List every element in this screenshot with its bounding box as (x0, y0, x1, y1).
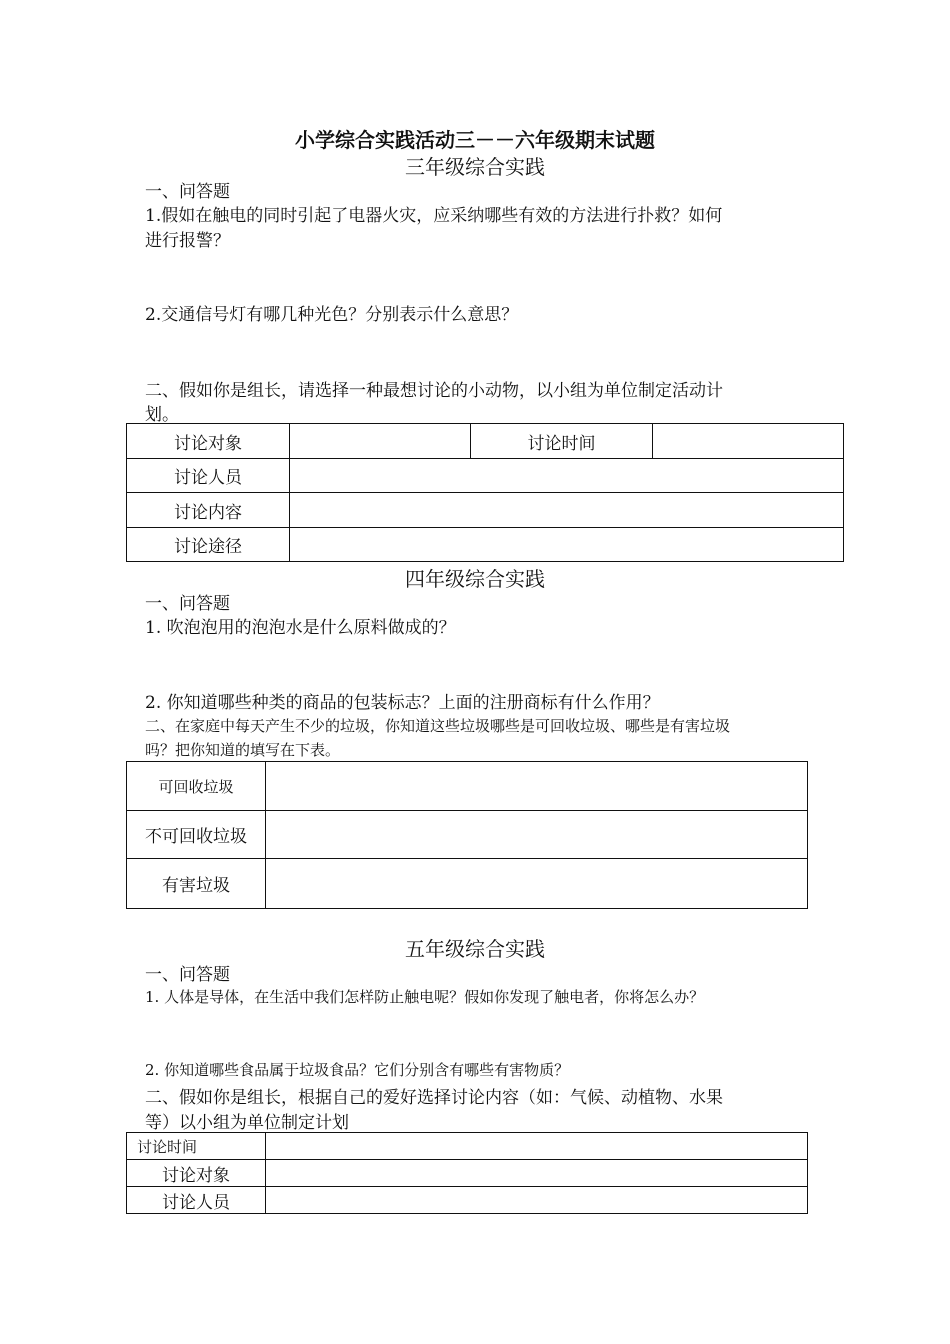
grade3-plan-table (126, 423, 844, 562)
grade4-heading: 四年级综合实践 (405, 567, 545, 591)
table-row (127, 1160, 808, 1187)
grade3-question-1-line1: 1.假如在触电的同时引起了电器火灾，应采纳哪些有效的方法进行扑救？如何 (145, 206, 723, 226)
table-row (127, 859, 808, 909)
page-title: 小学综合实践活动三－－六年级期末试题 (295, 128, 655, 152)
grade4-garbage-table (126, 761, 808, 909)
grade4-part2-line1: 二、在家庭中每天产生不少的垃圾，你知道这些垃圾哪些是可回收垃圾、哪些是有害垃圾 (145, 717, 731, 735)
grade5-question-2: 2. 你知道哪些食品属于垃圾食品？它们分别含有哪些有害物质？ (145, 1061, 570, 1079)
table-cell-answer[interactable] (290, 528, 844, 562)
grade3-question-1-line2: 进行报警？ (145, 231, 230, 251)
table-cell-label: 讨论对象 (127, 424, 290, 459)
table-cell-answer[interactable] (290, 493, 844, 528)
table-cell-answer[interactable] (266, 859, 808, 909)
grade4-part1-label: 一、问答题 (145, 594, 230, 614)
grade5-question-1: 1. 人体是导体，在生活中我们怎样防止触电呢？假如你发现了触电者，你将怎么办？ (145, 988, 705, 1006)
grade3-question-2: 2.交通信号灯有哪几种光色？分别表示什么意思？ (145, 305, 519, 325)
table-row (127, 1187, 808, 1214)
grade4-question-1: 1. 吹泡泡用的泡泡水是什么原料做成的？ (145, 618, 456, 638)
grade5-plan-table (126, 1132, 808, 1214)
table-cell-answer[interactable] (266, 762, 808, 811)
table-cell-answer[interactable] (290, 424, 471, 459)
table-cell-answer[interactable] (290, 459, 844, 493)
grade3-heading: 三年级综合实践 (405, 155, 545, 179)
grade3-part2-line1: 二、假如你是组长，请选择一种最想讨论的小动物，以小组为单位制定活动计 (145, 381, 723, 401)
grade5-part2-line1: 二、假如你是组长，根据自己的爱好选择讨论内容（如：气候、动植物、水果 (145, 1088, 723, 1108)
table-cell-label: 有害垃圾 (127, 859, 266, 909)
table-cell-answer[interactable] (266, 1160, 808, 1187)
grade3-part2-line2: 划。 (145, 405, 179, 425)
table-cell-label: 可回收垃圾 (127, 762, 266, 811)
table-cell-answer[interactable] (653, 424, 844, 459)
table-cell-label: 不可回收垃圾 (127, 811, 266, 859)
table-cell-answer[interactable] (266, 811, 808, 859)
grade5-part1-label: 一、问答题 (145, 965, 230, 985)
table-cell-answer[interactable] (266, 1187, 808, 1214)
table-cell-label: 讨论时间 (471, 424, 653, 459)
table-cell-label: 讨论人员 (127, 459, 290, 493)
table-cell-label: 讨论途径 (127, 528, 290, 562)
table-cell-answer[interactable] (266, 1133, 808, 1160)
table-row (127, 528, 844, 562)
table-row (127, 762, 808, 811)
table-row (127, 811, 808, 859)
table-cell-label: 讨论时间 (127, 1133, 266, 1160)
table-row (127, 459, 844, 493)
grade5-part2-line2: 等）以小组为单位制定计划 (145, 1113, 349, 1133)
grade3-part1-label: 一、问答题 (145, 182, 230, 202)
grade5-heading: 五年级综合实践 (405, 937, 545, 961)
table-cell-label: 讨论人员 (127, 1187, 266, 1214)
table-row (127, 493, 844, 528)
table-cell-label: 讨论内容 (127, 493, 290, 528)
table-cell-label: 讨论对象 (127, 1160, 266, 1187)
table-row (127, 1133, 808, 1160)
grade4-question-2: 2. 你知道哪些种类的商品的包装标志？上面的注册商标有什么作用？ (145, 693, 660, 713)
table-row (127, 424, 844, 459)
grade4-part2-line2: 吗？把你知道的填写在下表。 (145, 741, 341, 759)
